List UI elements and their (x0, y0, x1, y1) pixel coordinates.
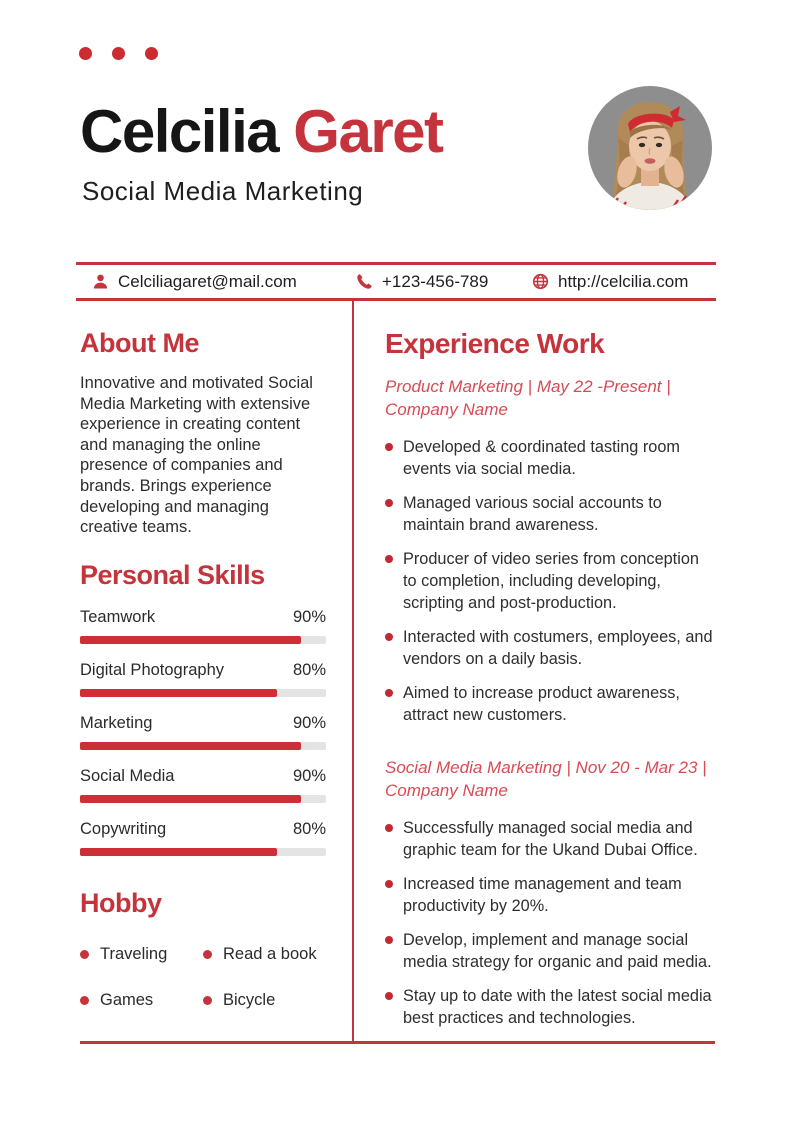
hobby-title: Hobby (80, 887, 162, 918)
skill-row (80, 714, 326, 750)
job-entry (385, 375, 715, 726)
skill-percentage: 90% (292, 766, 326, 785)
skill-row (80, 820, 326, 856)
skill-bar-track (80, 636, 326, 644)
profile-photo-illustration (588, 86, 712, 210)
skill-label: Teamwork (80, 607, 156, 626)
person-icon (92, 273, 109, 290)
job-bullet (385, 817, 715, 861)
job-bullet (385, 929, 715, 973)
skill-percentage: 90% (292, 713, 326, 732)
job-bullet (385, 548, 715, 614)
contact-bar (76, 262, 716, 301)
bullet-dot-icon (385, 443, 393, 451)
skill-bar-track (80, 848, 326, 856)
jobs-list (385, 375, 715, 1029)
bullet-dot-icon (385, 689, 393, 697)
red-dot-icon (145, 47, 158, 60)
hobby-list (80, 945, 326, 1010)
profile-photo (588, 86, 712, 210)
job-subtitle: Social Media Marketing (82, 176, 364, 206)
skill-row (80, 661, 326, 697)
hobby-label: Bicycle (223, 990, 276, 1009)
hobby-label: Games (100, 990, 154, 1009)
job-bullet (385, 436, 715, 480)
skill-bar-fill (80, 848, 277, 856)
about-me-text: Innovative and motivated Social Media Marketing with extensive experience in creating content and managing the online presence of companies and brands. Brings experience developing and managing creative teams. (80, 374, 313, 537)
job-bullet-text: Increased time management and team productivity by 20%. (403, 875, 682, 915)
personal-skills-title: Personal Skills (80, 559, 265, 590)
hobby-item (203, 991, 326, 1010)
hobby-item (80, 945, 203, 964)
skill-row (80, 767, 326, 803)
bullet-dot-icon (80, 996, 89, 1005)
job-bullet-text: Successfully managed social media and graphic team for the Ukand Dubai Office. (403, 819, 698, 859)
job-bullet-text: Develop, implement and manage social media strategy for organic and paid media. (403, 931, 712, 971)
skill-bar-fill (80, 795, 301, 803)
job-bullet-text: Producer of video series from conception to completion, including developing, scripting and post-production. (403, 550, 699, 612)
last-name: Garet (293, 98, 443, 165)
job-entry (385, 756, 715, 1029)
right-column (354, 301, 715, 1041)
skill-bar-track (80, 689, 326, 697)
bullet-dot-icon (385, 936, 393, 944)
job-heading: Social Media Marketing | Nov 20 - Mar 23 | Company Name (385, 758, 707, 800)
contact-email[interactable] (92, 265, 297, 298)
globe-icon (532, 273, 549, 290)
job-bullet-text: Managed various social accounts to maintain brand awareness. (403, 494, 662, 534)
skill-bar-track (80, 795, 326, 803)
red-dot-icon (112, 47, 125, 60)
skill-label: Social Media (80, 766, 175, 785)
about-me-title: About Me (80, 328, 199, 358)
skill-bar-track (80, 742, 326, 750)
job-bullet-text: Developed & coordinated tasting room events via social media. (403, 438, 680, 478)
skill-row (80, 608, 326, 644)
hobby-item (203, 945, 326, 964)
hobby-label: Traveling (100, 944, 168, 963)
hobby-item (80, 991, 203, 1010)
job-bullet-text: Interacted with costumers, employees, and vendors on a daily basis. (403, 628, 713, 668)
website-text: http://celcilia.com (558, 271, 689, 291)
skill-bar-fill (80, 689, 277, 697)
skill-label: Marketing (80, 713, 153, 732)
first-name: Celcilia (80, 98, 279, 165)
left-column (80, 301, 352, 1041)
hobby-label: Read a book (223, 944, 317, 963)
job-bullet (385, 985, 715, 1029)
skill-label: Copywriting (80, 819, 167, 838)
experience-work-title: Experience Work (385, 328, 605, 359)
red-dot-icon (79, 47, 92, 60)
skills-list (80, 608, 326, 856)
skill-percentage: 90% (292, 607, 326, 626)
bullet-dot-icon (80, 950, 89, 959)
job-bullet-list (385, 436, 715, 726)
email-text: Celciliagaret@mail.com (118, 271, 297, 291)
job-bullet (385, 492, 715, 536)
job-bullet (385, 873, 715, 917)
phone-text: +123-456-789 (382, 271, 489, 291)
job-bullet (385, 626, 715, 670)
skill-bar-fill (80, 742, 301, 750)
bullet-dot-icon (203, 950, 212, 959)
skill-bar-fill (80, 636, 301, 644)
contact-phone[interactable] (356, 265, 488, 298)
bullet-dot-icon (385, 824, 393, 832)
job-bullet-text: Stay up to date with the latest social media best practices and technologies. (403, 987, 712, 1027)
job-bullet-text: Aimed to increase product awareness, attract new customers. (403, 684, 680, 724)
job-bullet (385, 682, 715, 726)
bullet-dot-icon (385, 633, 393, 641)
phone-icon (356, 273, 373, 290)
content-columns (80, 301, 715, 1044)
skill-percentage: 80% (292, 819, 326, 838)
job-heading: Product Marketing | May 22 -Present | Company Name (385, 377, 671, 419)
job-bullet-list (385, 817, 715, 1029)
bullet-dot-icon (385, 499, 393, 507)
bullet-dot-icon (203, 996, 212, 1005)
skill-label: Digital Photography (80, 660, 225, 679)
skill-percentage: 80% (292, 660, 326, 679)
bullet-dot-icon (385, 555, 393, 563)
person-name (80, 98, 443, 165)
bullet-dot-icon (385, 880, 393, 888)
bullet-dot-icon (385, 992, 393, 1000)
decorative-dots (79, 47, 158, 60)
contact-website[interactable] (532, 265, 688, 298)
